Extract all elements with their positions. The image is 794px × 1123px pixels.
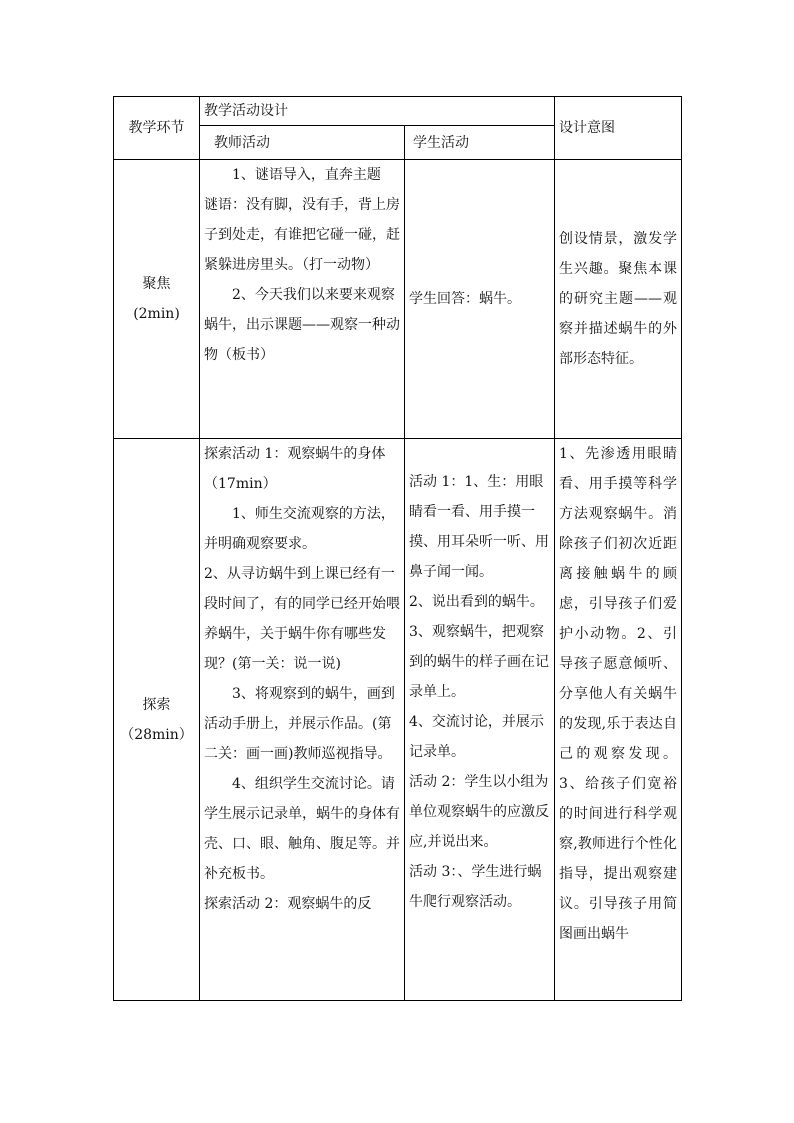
table-row-explore: [114, 439, 682, 1001]
teacher-text: 谜语：没有脚，没有手，背上房子到处走，有谁把它碰一碰，赶紧躲进房里头。（打一动物）: [204, 197, 400, 273]
student-text: 3、观察蜗牛，把观察到的蜗牛的样子画在记录单上。: [409, 624, 549, 700]
header-stage: 教学环节: [114, 97, 200, 160]
teacher-text: 探索活动 1：观察蜗牛的身体（17min）: [204, 446, 386, 492]
design-intent-focus: [555, 160, 682, 439]
stage-name: 聚焦: [142, 276, 171, 292]
student-text: 活动 2：学生以小组为单位观察蜗牛的应激反应,并说出来。: [409, 774, 549, 850]
student-text: 2、说出看到的蜗牛。: [409, 594, 544, 610]
header-row-1: [114, 97, 682, 126]
student-text: 活动 1：1、生：用眼睛看一看、用手摸一摸、用耳朵听一听、用鼻子闻一闻。: [409, 474, 549, 580]
stage-time: (2min): [133, 306, 180, 322]
stage-cell-explore: [114, 439, 200, 1001]
teacher-text: 1、师生交流观察的方法，并明确观察要求。: [204, 506, 395, 552]
design-intent-explore: [555, 439, 682, 1001]
teacher-text: 4、组织学生交流讨论。请学生展示记录单，蜗牛的身体有壳、口、眼、触角、腹足等。并补充板书。: [204, 776, 400, 882]
stage-time: （28min）: [120, 726, 193, 743]
student-text: 活动 3：、学生进行蜗牛爬行观察活动。: [409, 864, 542, 910]
header-student: 学生活动: [405, 126, 555, 160]
table-row-focus: [114, 160, 682, 439]
teacher-text: 3、将观察到的蜗牛，画到活动手册上，并展示作品。(第二关：画一画)教师巡视指导。: [204, 686, 395, 762]
stage-name: 探索: [142, 696, 171, 713]
student-text: 学生回答：蜗牛。: [409, 291, 521, 307]
teacher-activity-explore: [200, 439, 405, 1001]
student-text: 4、交流讨论，并展示记录单。: [409, 714, 544, 760]
teacher-text: 1、谜语导入，直奔主题: [232, 167, 381, 183]
intent-text: 1、先渗透用眼睛看、用手摸等科学方法观察蜗牛。消除孩子们初次近距离接触蜗牛的顾虑，引导孩子们爱护小动物。2、引导孩子愿意倾听、分享他人有关蜗牛的发现,乐于表达自己的观察发现。3、给孩子们宽裕的时间进行科学观察,教师进行个性化指导，提出观察建议。引导孩子用简图画出蜗牛: [559, 446, 677, 942]
header-intent: 设计意图: [555, 97, 682, 160]
student-activity-explore: [405, 439, 555, 1001]
student-activity-focus: [405, 160, 555, 439]
teacher-text: 2、今天我们以来要来观察蜗牛，出示课题——观察一种动物（板书）: [204, 287, 400, 363]
teacher-text: 2、从寻访蜗牛到上课已经有一段时间了，有的同学已经开始喂养蜗牛，关于蜗牛你有哪些发现？(第一关：说一说): [204, 566, 400, 672]
header-teacher: 教师活动: [200, 126, 405, 160]
lesson-plan-table: [113, 96, 682, 1001]
teacher-activity-focus: [200, 160, 405, 439]
intent-text: 创设情景，激发学生兴趣。聚焦本课的研究主题——观察并描述蜗牛的外部形态特征。: [559, 231, 677, 367]
teacher-text: 探索活动 2：观察蜗牛的反: [204, 896, 372, 912]
header-design: 教学活动设计: [200, 97, 555, 126]
stage-cell-focus: [114, 160, 200, 439]
